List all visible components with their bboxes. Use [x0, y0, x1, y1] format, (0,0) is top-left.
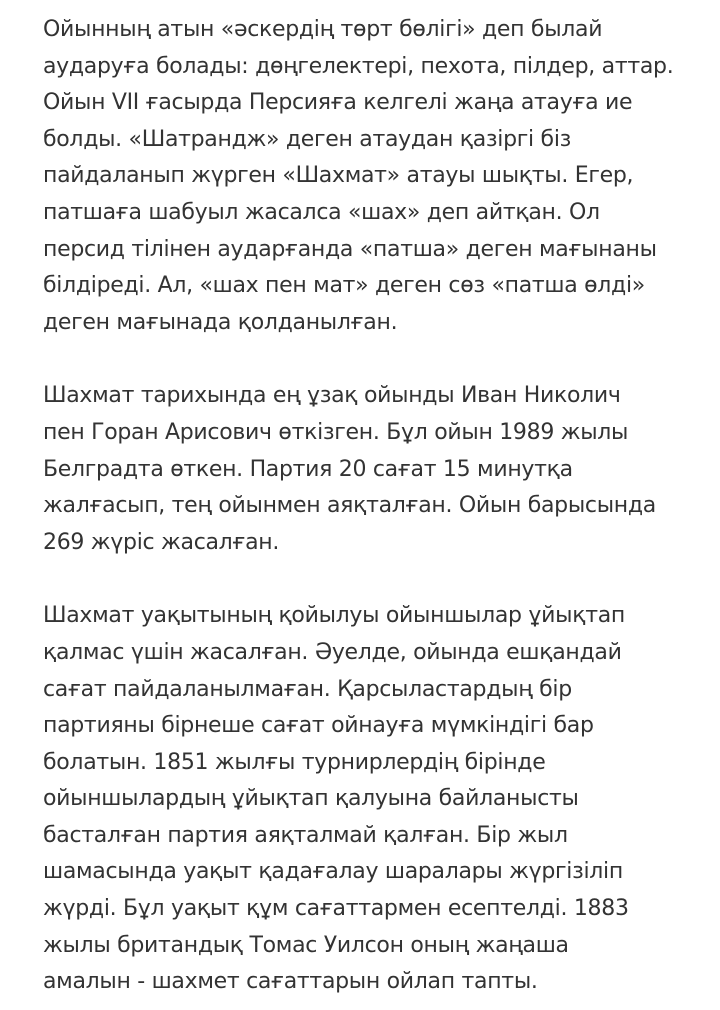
text-line: ойыншылардың ұйықтап қалуына байланысты [43, 786, 579, 812]
text-line: пайдаланып жүрген «Шахмат» атауы шықты. Егер, [43, 163, 634, 189]
text-line: Белградта өткен. Партия 20 сағат 15 минутқа [43, 456, 573, 482]
text-line: Шахмат уақытының қойылуы ойыншылар ұйықтап [43, 603, 625, 629]
paragraph-chess-clock [43, 598, 713, 1001]
text-line: Ойынның атын «әскердің төрт бөлігі» деп былай [43, 17, 603, 42]
text-line: қалмас үшін жасалған. Әуелде, ойында ешқандай [43, 639, 622, 665]
text-line: Шахмат тарихында ең ұзақ ойынды Иван Николич [43, 383, 621, 409]
text-line: пен Горан Арисович өткізген. Бұл ойын 1989 жылы [43, 419, 629, 445]
text-line: амалын - шахмет сағаттарын ойлап тапты. [43, 969, 538, 995]
text-line: сағат пайдаланылмаған. Қарсыластардың бір [43, 676, 572, 702]
text-line: білдіреді. Ал, «шах пен мат» деген сөз «патша өлді» [43, 273, 645, 299]
text-line: болды. «Шатрандж» деген атаудан қазіргі біз [43, 126, 572, 152]
text-line: жылы британдық Томас Уилсон оның жаңаша [43, 932, 569, 958]
text-line: шамасында уақыт қадағалау шаралары жүргізіліп [43, 859, 623, 885]
paragraph-longest-game [43, 378, 713, 561]
text-line: жалғасып, тең ойынмен аяқталған. Ойын барысында [43, 493, 656, 519]
text-line: жүрді. Бұл уақыт құм сағаттармен есептелді. 1883 [43, 896, 629, 922]
text-line: Ойын VII ғасырда Персияға келгелі жаңа атауға ие [43, 90, 633, 116]
text-line: болатын. 1851 жылғы турнирлердің бірінде [43, 749, 546, 775]
text-line: аударуға болады: дөңгелектері, пехота, пілдер, аттар. [43, 53, 674, 79]
text-line: басталған партия аяқталмай қалған. Бір жыл [43, 822, 568, 848]
text-line: патшаға шабуыл жасалса «шах» деп айтқан. Ол [43, 199, 600, 225]
text-line: партияны бірнеше сағат ойнауға мүмкіндігі бар [43, 713, 594, 739]
paragraph-chess-name-origin [43, 12, 713, 341]
text-line: 269 жүріс жасалған. [43, 529, 280, 555]
text-line: деген мағынада қолданылған. [43, 309, 398, 335]
text-line: персид тілінен аударғанда «патша» деген мағынаны [43, 236, 657, 262]
